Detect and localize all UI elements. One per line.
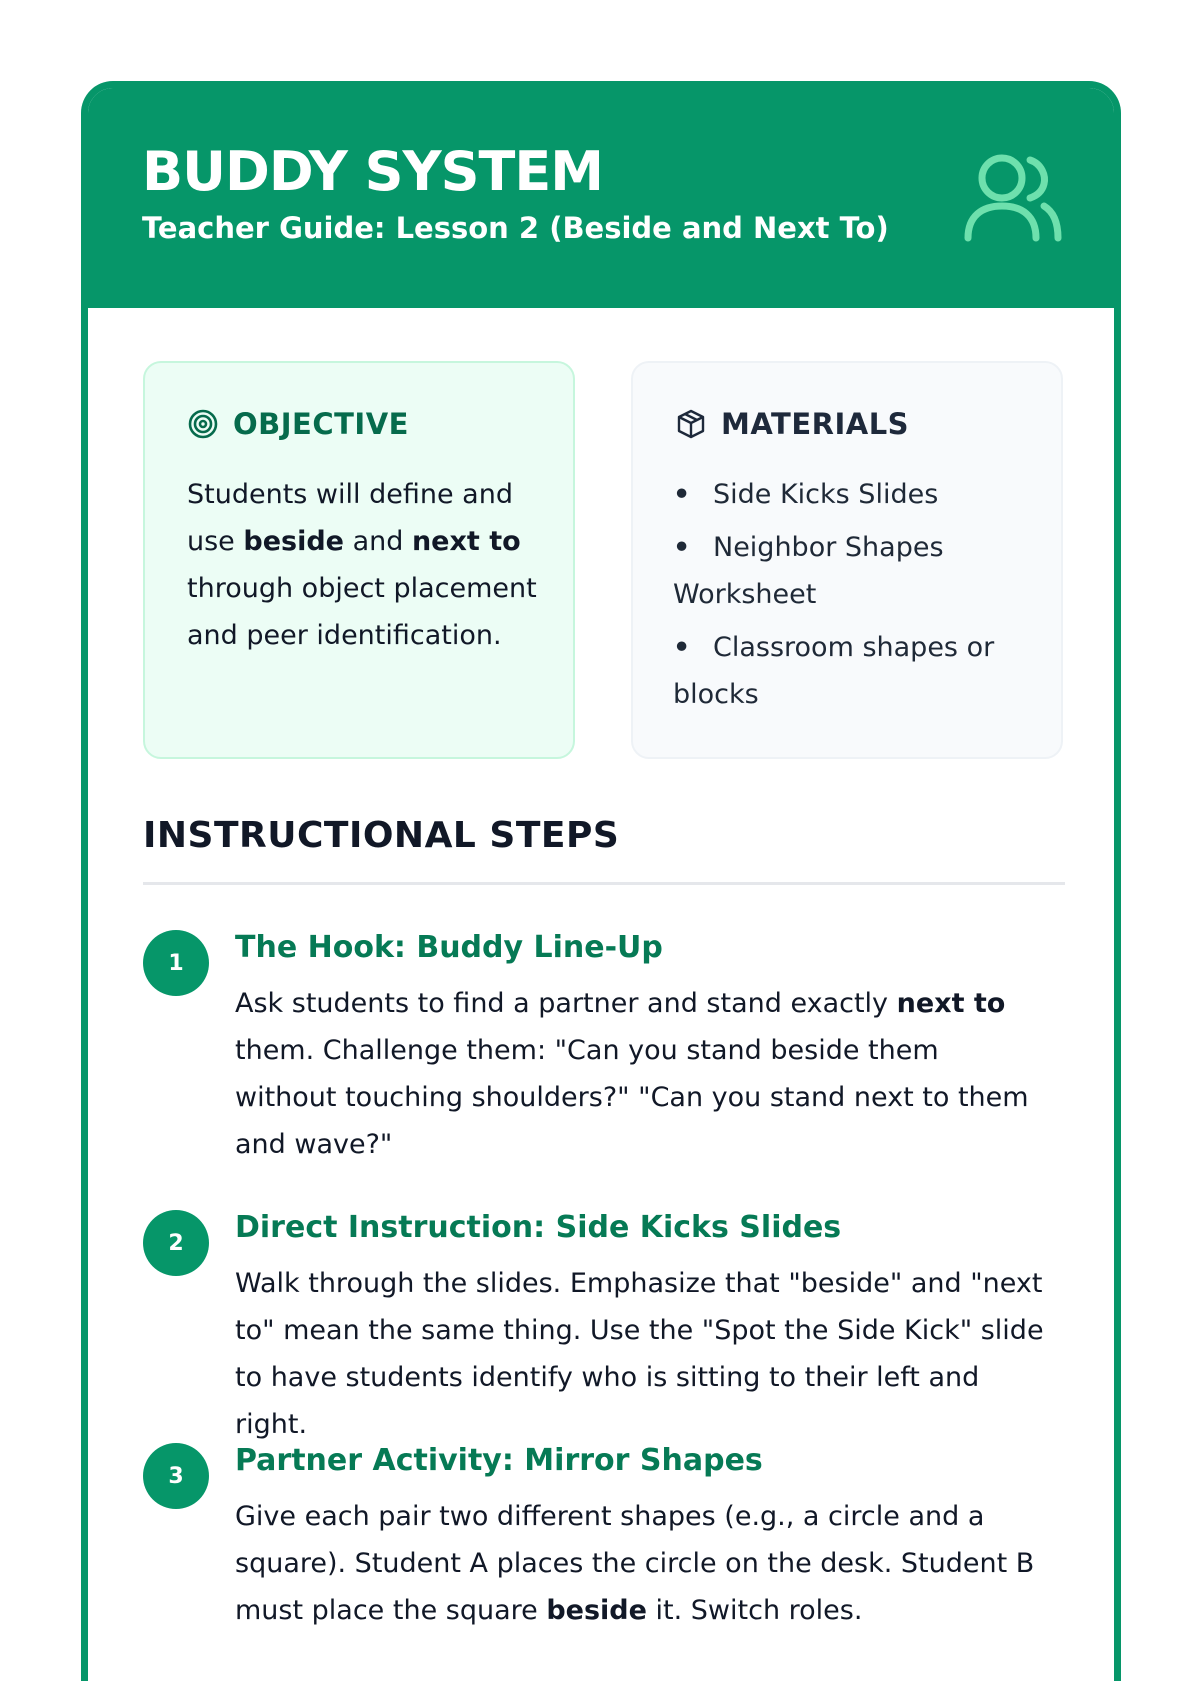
package-icon: [675, 408, 707, 440]
materials-list: [673, 471, 1033, 724]
list-item: • Side Kicks Slides: [673, 479, 939, 510]
objective-header: [187, 407, 409, 441]
objective-text: Students will define and use beside and next to through object placement and peer identification.: [187, 479, 537, 651]
step-title: Partner Activity: Mirror Shapes: [235, 1443, 763, 1478]
page-title: BUDDY SYSTEM: [142, 140, 603, 203]
step-number-badge: 2: [143, 1210, 209, 1276]
objective-panel: [143, 361, 575, 759]
step-description: Give each pair two different shapes (e.g., a circle and a square). Student A places the circle on the desk. Student B must place the square beside it. Switch roles.: [235, 1501, 1035, 1626]
section-title: INSTRUCTIONAL STEPS: [143, 815, 620, 856]
objective-heading: OBJECTIVE: [233, 407, 409, 441]
page-subtitle: Teacher Guide: Lesson 2 (Beside and Next To): [142, 211, 889, 245]
list-item: • Classroom shapes or blocks: [673, 632, 995, 710]
step-number-badge: 3: [143, 1443, 209, 1509]
step-title: Direct Instruction: Side Kicks Slides: [235, 1210, 842, 1245]
step-description: Walk through the slides. Emphasize that "beside" and "next to" mean the same thing. Use the "Spot the Side Kick" slide to have students identify who is sitting to their left and right.: [235, 1268, 1044, 1440]
term-beside: beside: [243, 526, 344, 557]
materials-heading: MATERIALS: [721, 407, 910, 441]
materials-header: [675, 407, 909, 441]
step-title: The Hook: Buddy Line-Up: [235, 930, 663, 965]
divider: [143, 882, 1065, 885]
card-header: [88, 88, 1114, 308]
step-description: Ask students to find a partner and stand exactly next to them. Challenge them: "Can you stand beside them without touching shoulders?" "Can you stand next to them and wave?": [235, 988, 1029, 1160]
target-icon: [187, 408, 219, 440]
step-number-badge: 1: [143, 930, 209, 996]
users-icon: [960, 148, 1064, 252]
list-item: • Neighbor Shapes Worksheet: [673, 532, 944, 610]
lesson-card: [81, 81, 1121, 1681]
term-next-to: next to: [411, 526, 521, 557]
materials-panel: [631, 361, 1063, 759]
